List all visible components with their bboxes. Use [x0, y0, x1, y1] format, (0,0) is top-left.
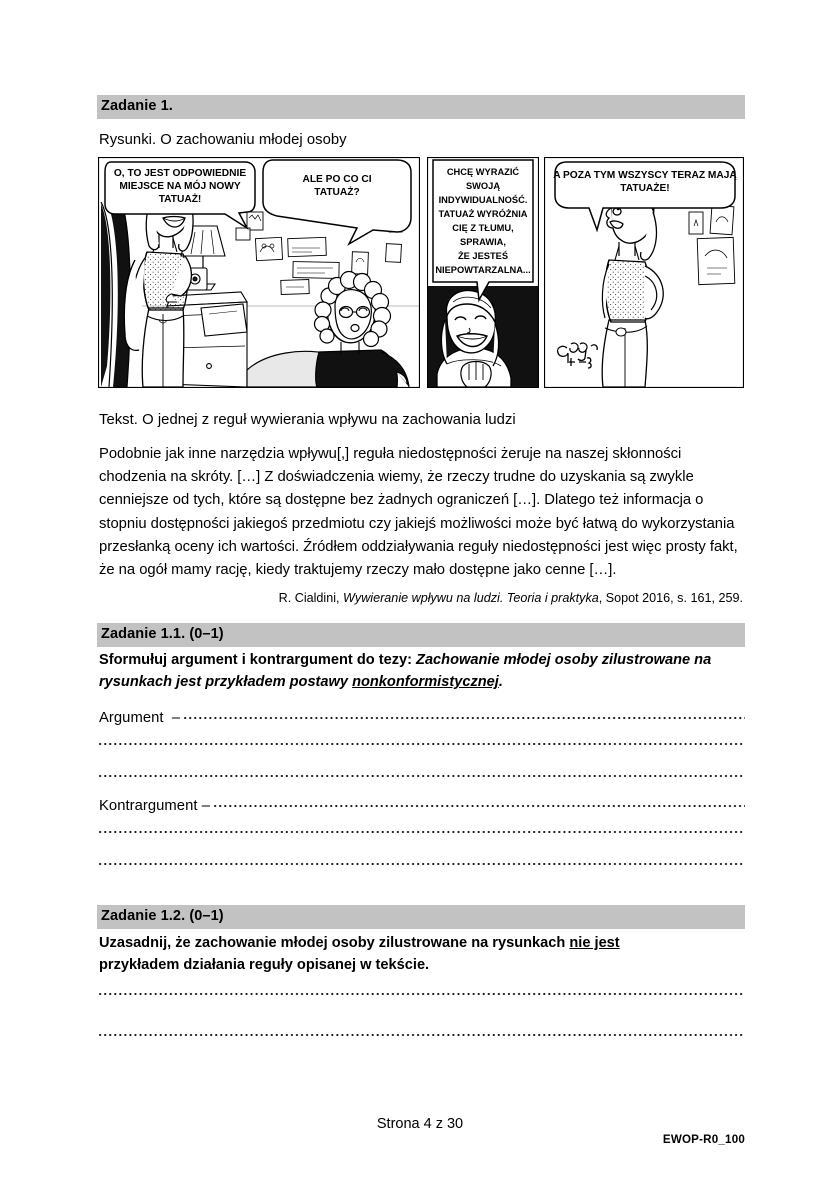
bubble-3-line-5: CIĘ Z TŁUMU,	[452, 223, 514, 233]
bubble-3-line-2: SWOJĄ	[465, 181, 501, 191]
task-1-2-header: Zadanie 1.2. (0–1)	[97, 905, 745, 929]
comic-strip	[97, 156, 745, 389]
task-1-citation	[97, 589, 743, 607]
task-1-1-prompt-plain: Sformułuj argument i kontrargument do tezy:	[99, 652, 417, 668]
task-1-1-prompt-thesis-2: .	[498, 674, 503, 690]
task-1-2-prompt-part-2: przykładem działania reguły opisanej w tekście.	[99, 957, 430, 973]
task-1-images-label: Rysunki. O zachowaniu młodej osoby	[99, 132, 347, 148]
argument-answer-dots-3[interactable]	[99, 772, 745, 786]
counterargument-answer-dots-3[interactable]	[99, 860, 745, 874]
bubble-3-line-8: NIEPOWTARZALNA...	[435, 265, 531, 275]
bubble-3-line-4: TATUAŻ WYRÓŻNIA	[438, 209, 528, 219]
bubble-3-line-6: SPRAWIA,	[460, 237, 506, 247]
citation-rest: , Sopot 2016, s. 161, 259.	[598, 591, 743, 605]
bubble-1-line-3: TATUAŻ!	[158, 194, 202, 205]
counterargument-answer-dots-2[interactable]	[99, 828, 745, 842]
bubble-1-line-2: MIEJSCE NA MÓJ NOWY	[119, 181, 241, 192]
task-1-1-prompt	[99, 649, 745, 693]
footer-page-number: Strona 4 z 30	[376, 1116, 464, 1132]
bubble-3-line-3: INDYWIDUALNOŚĆ.	[438, 195, 528, 205]
bubble-2-line-1: ALE PO CO CI	[302, 174, 372, 185]
task-1-2-answer-dots-1[interactable]	[99, 990, 745, 1004]
footer-sheet-code: EWOP-R0_100	[662, 1133, 745, 1146]
counterargument-answer-dots-1[interactable]	[214, 802, 745, 816]
counterargument-answer-row-1[interactable]	[99, 796, 745, 816]
task-1-2-prompt	[99, 932, 745, 976]
task-1-text-label: Tekst. O jednej z reguł wywierania wpływu na zachowania ludzi	[99, 412, 516, 428]
bubble-4-line-2: TATUAŻE!	[620, 183, 670, 194]
bubble-2-line-2: TATUAŻ?	[314, 187, 360, 198]
task-1-body-text: Podobnie jak inne narzędzia wpływu[,] reguła niedostępności żeruje na naszej skłonności chodzenia na skróty. […] Z doświadczenia wiemy, że rzeczy trudne do uzyskania są zwykle cenniejsze od tych, które są dostępne bez żadnych ograniczeń […]. Dlatego też informacja o stopniu dostępności jakiegoś przedmiotu czy jakiejś możliwości może być łatwą do wykorzystania przesłanką oceny ich wartości. Źródłem oddziaływania reguły niedostępności jest więc prosty fakt, że na ogół mamy rację, kiedy traktujemy rzeczy mało dostępne jako cenne […].	[99, 446, 738, 579]
citation-author: R. Cialdini,	[278, 591, 344, 605]
task-1-2-prompt-part-1: Uzasadnij, że zachowanie młodej osoby zilustrowane na rysunkach	[99, 935, 570, 951]
bubble-3-line-7: ŻE JESTEŚ	[457, 251, 509, 261]
argument-answer-row-1[interactable]	[99, 708, 745, 728]
task-1-1-prompt-keyword: nonkonformistycznej	[352, 674, 499, 690]
argument-answer-dots-2[interactable]	[99, 740, 745, 754]
task-1-1-prompt-thesis-1: Zachowanie młodej osoby zilustrowane na rysunkach jest przykładem postawy	[99, 652, 712, 690]
bubble-1-line-1: O, TO JEST ODPOWIEDNIE	[113, 168, 247, 179]
bubble-4-line-1: A POZA TYM WSZYSCY TERAZ MAJĄ	[553, 170, 737, 181]
task-1-1-header: Zadanie 1.1. (0–1)	[97, 623, 745, 647]
argument-label: Argument –	[99, 710, 185, 726]
task-1-2-prompt-keyword: nie jest	[569, 935, 620, 951]
citation-title: Wywieranie wpływu na ludzi. Teoria i praktyka	[343, 591, 599, 605]
task-1-header: Zadanie 1.	[97, 95, 745, 119]
bubble-3-line-1: CHCĘ WYRAZIĆ	[446, 167, 520, 177]
counterargument-label: Kontrargument –	[99, 798, 215, 814]
task-1-2-answer-dots-2[interactable]	[99, 1031, 745, 1045]
argument-answer-dots-1[interactable]	[184, 714, 745, 728]
